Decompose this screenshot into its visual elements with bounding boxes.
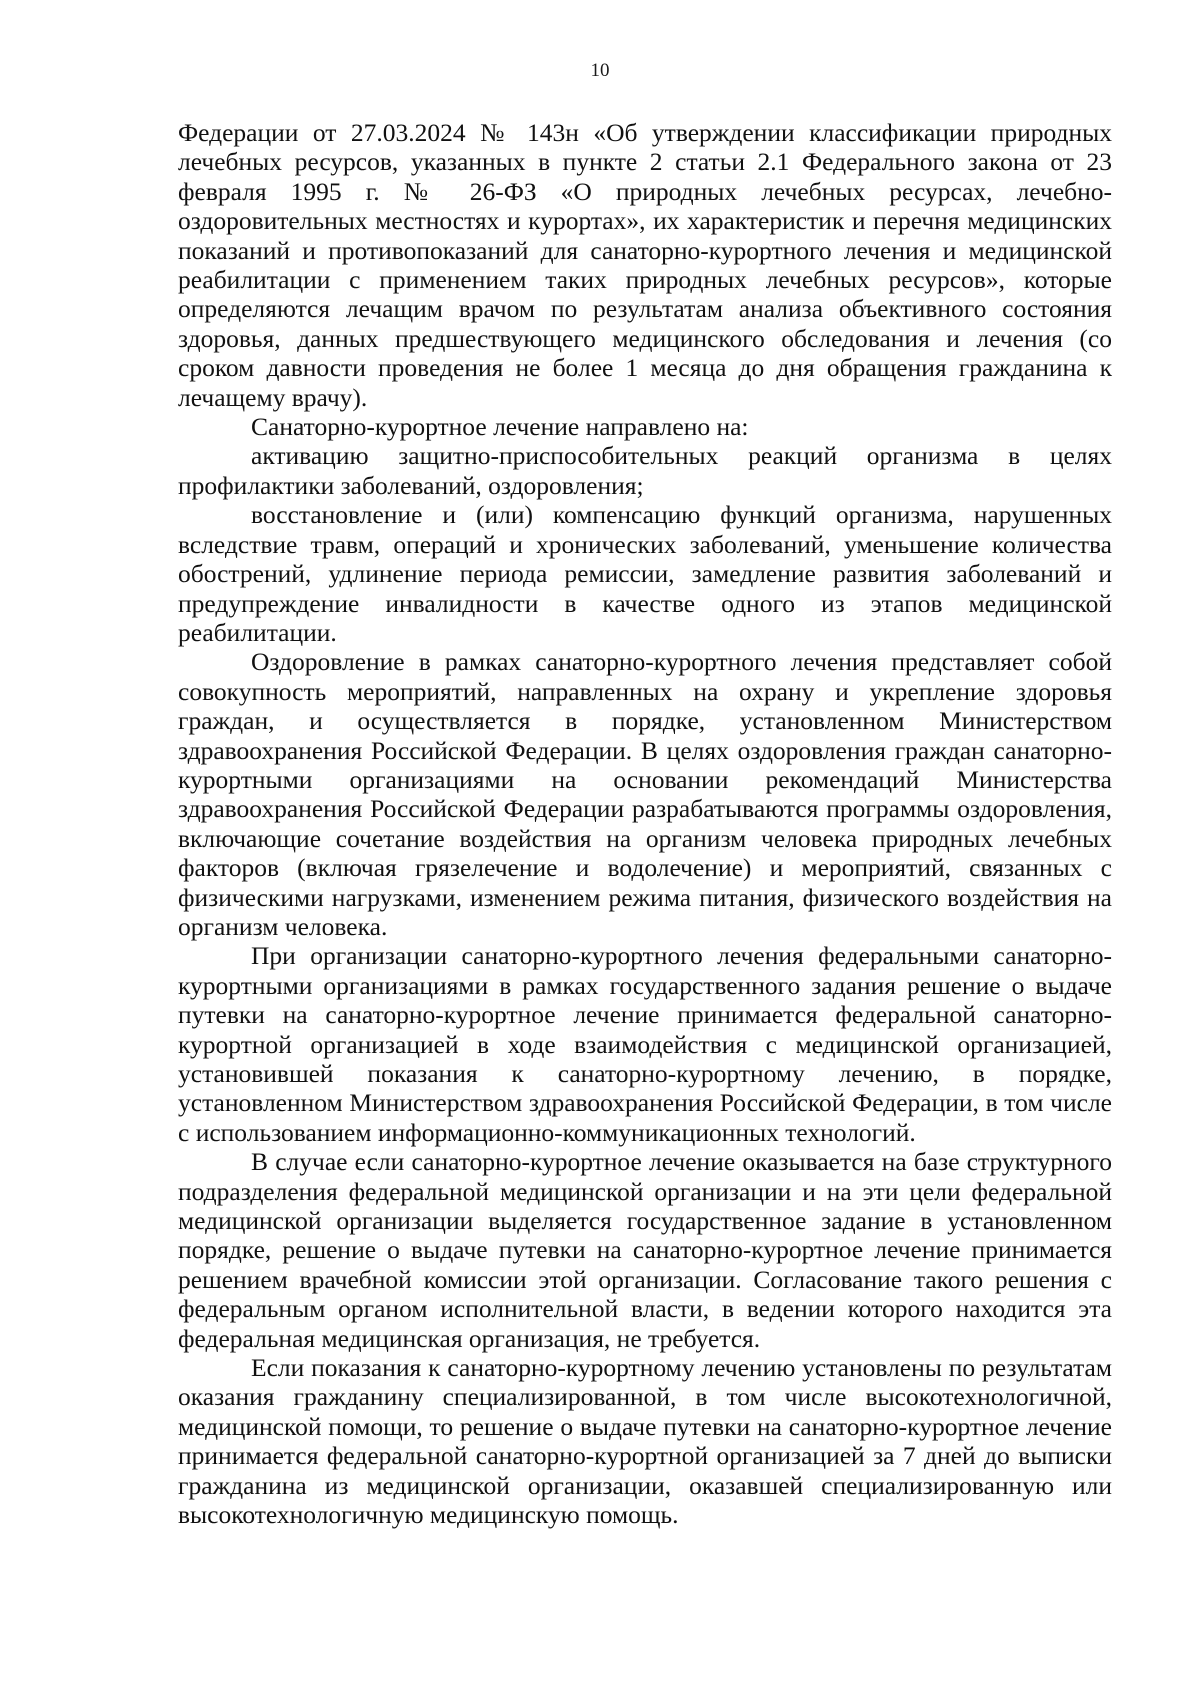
- paragraph-health-improvement: Оздоровление в рамках санаторно-курортного лечения представляет собой совокупность мероприятий, направленных на охрану и укрепление здоровья граждан, и осуществляется в порядке, установленном Министерством здравоохранения Российской Федерации. В целях оздоровления граждан санаторно-курортными организациями на основании рекомендаций Министерства здравоохранения Российской Федерации разрабатываются программы оздоровления, включающие сочетание воздействия на организм человека природных лечебных факторов (включая грязелечение и водолечение) и мероприятий, связанных с физическими нагрузками, изменением режима питания, физического воздействия на организм человека.: [178, 647, 1112, 941]
- list-item-restoration: восстановление и (или) компенсацию функций организма, нарушенных вследствие травм, операций и хронических заболеваний, уменьшение количества обострений, удлинение периода ремиссии, замедление развития заболеваний и предупреждение инвалидности в качестве одного из этапов медицинской реабилитации.: [178, 500, 1112, 647]
- page-number: 10: [590, 60, 610, 81]
- list-item-activation: активацию защитно-приспособительных реакций организма в целях профилактики заболеваний, оздоровления;: [178, 441, 1112, 500]
- paragraph-specialized-care: Если показания к санаторно-курортному лечению установлены по результатам оказания гражданину специализированной, в том числе высокотехнологичной, медицинской помощи, то решение о выдаче путевки на санаторно-курортное лечение принимается федеральной санаторно-курортной организацией за 7 дней до выписки гражданина из медицинской организации, оказавшей специализированную или высокотехнологичную медицинскую помощь.: [178, 1353, 1112, 1530]
- paragraph-federal-organizations: При организации санаторно-курортного лечения федеральными санаторно-курортными организациями в рамках государственного задания решение о выдаче путевки на санаторно-курортное лечение принимается федеральной санаторно-курортной организацией в ходе взаимодействия с медицинской организацией, установившей показания к санаторно-курортному лечению, в порядке, установленном Министерством здравоохранения Российской Федерации, в том числе с использованием информационно-коммуникационных технологий.: [178, 941, 1112, 1147]
- paragraph-continuation: Федерации от 27.03.2024 № 143н «Об утверждении классификации природных лечебных ресурсов, указанных в пункте 2 статьи 2.1 Федерального закона от 23 февраля 1995 г. № 26-ФЗ «О природных лечебных ресурсах, лечебно-оздоровительных местностях и курортах», их характеристик и перечня медицинских показаний и противопоказаний для санаторно-курортного лечения и медицинской реабилитации с применением таких природных лечебных ресурсов», которые определяются лечащим врачом по результатам анализа объективного состояния здоровья, данных предшествующего медицинского обследования и лечения (со сроком давности проведения не более 1 месяца до дня обращения гражданина к лечащему врачу).: [178, 118, 1112, 412]
- document-body: [178, 118, 1112, 1530]
- paragraph-intro-list: Санаторно-курортное лечение направлено на:: [251, 412, 749, 442]
- paragraph-structural-unit: В случае если санаторно-курортное лечение оказывается на базе структурного подразделения федеральной медицинской организации и на эти цели федеральной медицинской организации выделяется государственное задание в установленном порядке, решение о выдаче путевки на санаторно-курортное лечение принимается решением врачебной комиссии этой организации. Согласование такого решения с федеральным органом исполнительной власти, в ведении которого находится эта федеральная медицинская организация, не требуется.: [178, 1147, 1112, 1353]
